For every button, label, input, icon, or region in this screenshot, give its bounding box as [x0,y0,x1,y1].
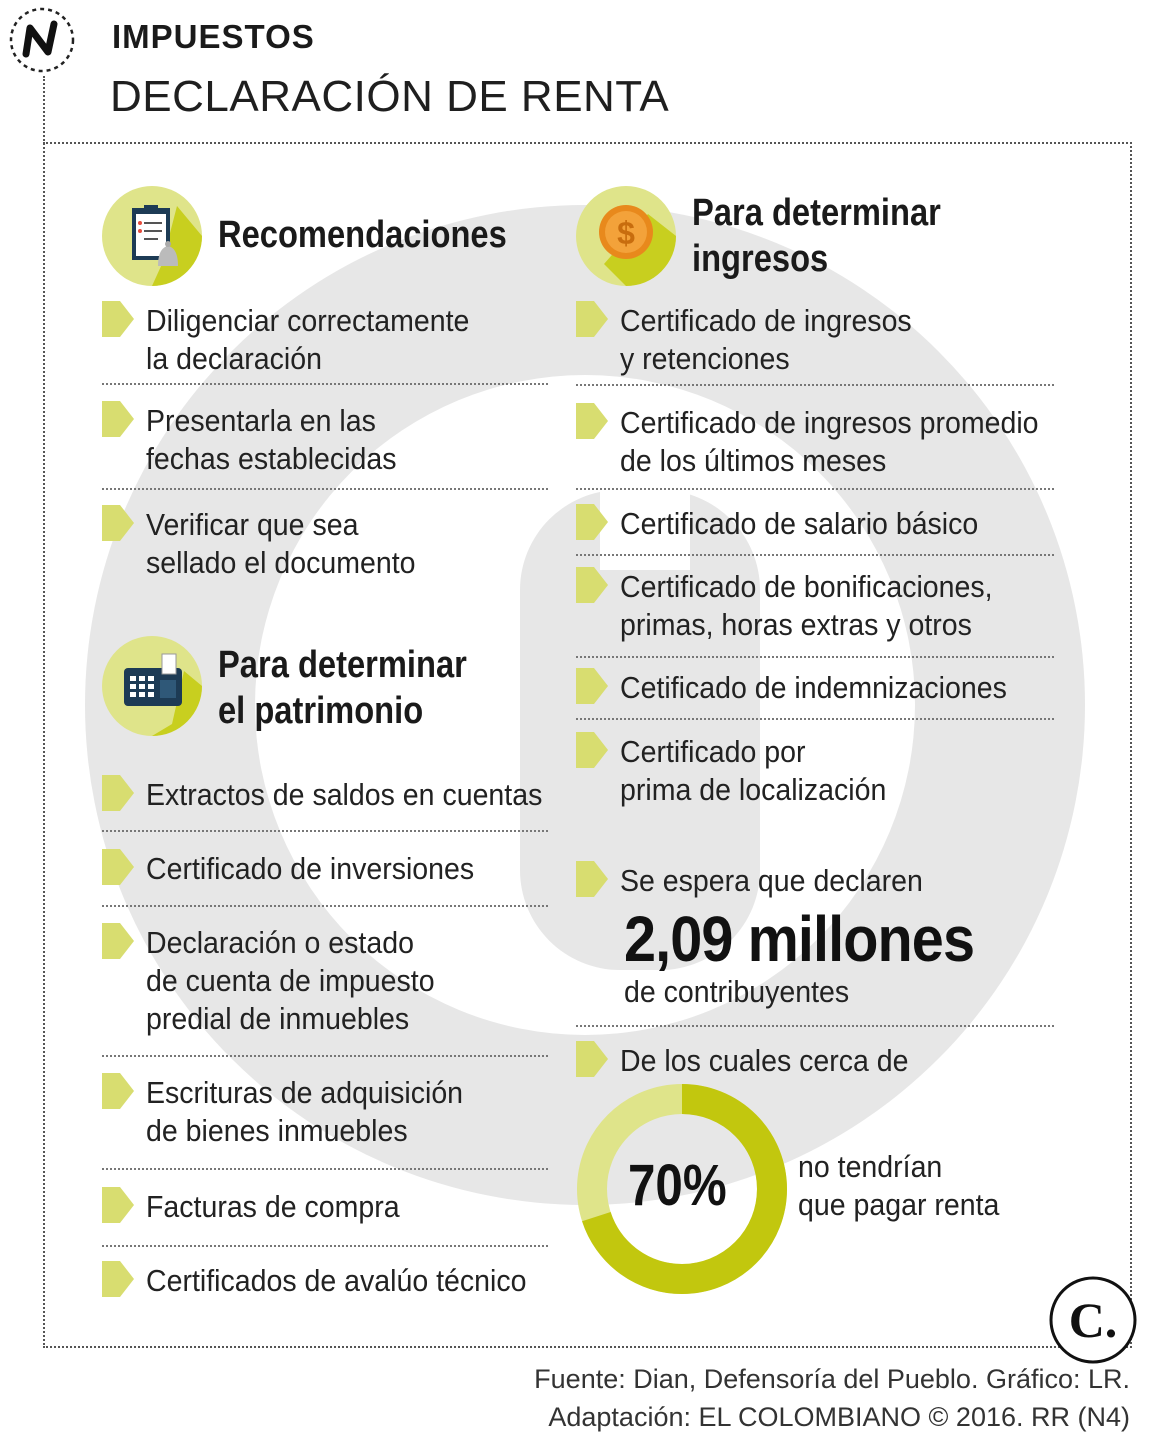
list-item-text: Verificar que sea sellado el documento [146,507,416,580]
list-item [102,850,503,888]
list-item-text: Certificados de avalúo técnico [146,1263,527,1298]
brand-logo-text: C. [1068,1292,1118,1348]
divider [576,718,1054,720]
arrow-bullet-icon [576,504,608,540]
dollar-coin-icon [576,186,676,286]
list-item [102,1188,422,1226]
recomendaciones-title: Recomendaciones [218,214,507,256]
arrow-bullet-icon [576,668,608,704]
stat-expect-label: Se espera que declaren [620,863,923,898]
arrow-bullet-icon [102,301,134,337]
list-item-text: Certificado de ingresos y retenciones [620,303,912,376]
clipboard-icon [102,186,202,286]
arrow-bullet-icon [576,403,608,439]
divider [576,656,1054,658]
list-item-text: Certificado de inversiones [146,851,475,886]
divider [102,905,548,907]
arrow-bullet-icon [576,301,608,337]
list-item [576,669,1040,707]
divider [102,488,548,490]
list-item [102,776,577,814]
divider [102,383,548,385]
stat-of-which [576,1042,934,1080]
list-item [102,506,439,582]
footer-credit: Adaptación: EL COLOMBIANO © 2016. RR (N4) [548,1402,1130,1432]
arrow-bullet-icon [102,775,134,811]
arrow-bullet-icon [102,401,134,437]
list-item [102,924,460,1038]
divider [102,1168,548,1170]
kicker: IMPUESTOS [112,18,315,55]
percent-text: no tendrían que pagar renta [798,1149,1000,1222]
list-item [576,404,1075,480]
arrow-bullet-icon [102,1073,134,1109]
divider [576,488,1054,490]
divider [102,1055,548,1057]
svg-text:$: $ [617,215,635,251]
divider [576,1025,1054,1027]
list-item-text: Certificado de ingresos promedio de los últimos meses [620,405,1039,478]
ingresos-title: Para determinar ingresos [692,192,941,280]
stat-big-suffix: de contribuyentes [624,974,850,1009]
arrow-bullet-icon [576,861,608,897]
arrow-bullet-icon [102,505,134,541]
arrow-bullet-icon [102,923,134,959]
list-item-text: Certificado de salario básico [620,506,979,541]
divider [102,830,548,832]
stat-big-number: 2,09 millones [624,903,975,975]
divider [102,1245,548,1247]
list-item [102,1074,491,1150]
list-item-text: Certificado por prima de localización [620,734,887,807]
arrow-bullet-icon [102,1261,134,1297]
list-item-text: Presentarla en las fechas establecidas [146,403,397,476]
list-item-text: Diligenciar correctamente la declaración [146,303,470,376]
list-item-text: Facturas de compra [146,1189,400,1224]
divider [576,384,1054,386]
stat-expect [576,862,949,900]
list-item-text: Escrituras de adquisición de bienes inmuebles [146,1075,464,1148]
arrow-bullet-icon [102,849,134,885]
list-item [576,733,909,809]
arrow-bullet-icon [576,567,608,603]
list-item [102,402,418,478]
list-item-text: Extractos de saldos en cuentas [146,777,543,812]
patrimonio-title: Para determinar el patrimonio [218,644,467,732]
list-item [576,505,1009,543]
calculator-icon [102,636,202,736]
arrow-bullet-icon [576,1041,608,1077]
list-item-text: Certificado de bonificaciones, primas, horas extras y otros [620,569,993,642]
list-item [576,302,937,378]
divider [576,554,1054,556]
arrow-bullet-icon [102,1187,134,1223]
arrow-bullet-icon [576,732,608,768]
list-item [102,302,497,378]
list-item-text: Cetificado de indemnizaciones [620,670,1007,705]
list-item [102,1262,560,1300]
list-item [576,568,1025,644]
stat-of-which-label: De los cuales cerca de [620,1043,909,1078]
list-item-text: Declaración o estado de cuenta de impuesto predial de inmuebles [146,925,435,1036]
footer-source: Fuente: Dian, Defensoría del Pueblo. Gráfico: LR. [534,1364,1130,1394]
page-title: DECLARACIÓN DE RENTA [110,72,670,121]
percent-label: 70% [628,1153,727,1218]
newspaper-n-logo-icon [8,6,76,74]
el-colombiano-logo-icon [1048,1275,1138,1365]
